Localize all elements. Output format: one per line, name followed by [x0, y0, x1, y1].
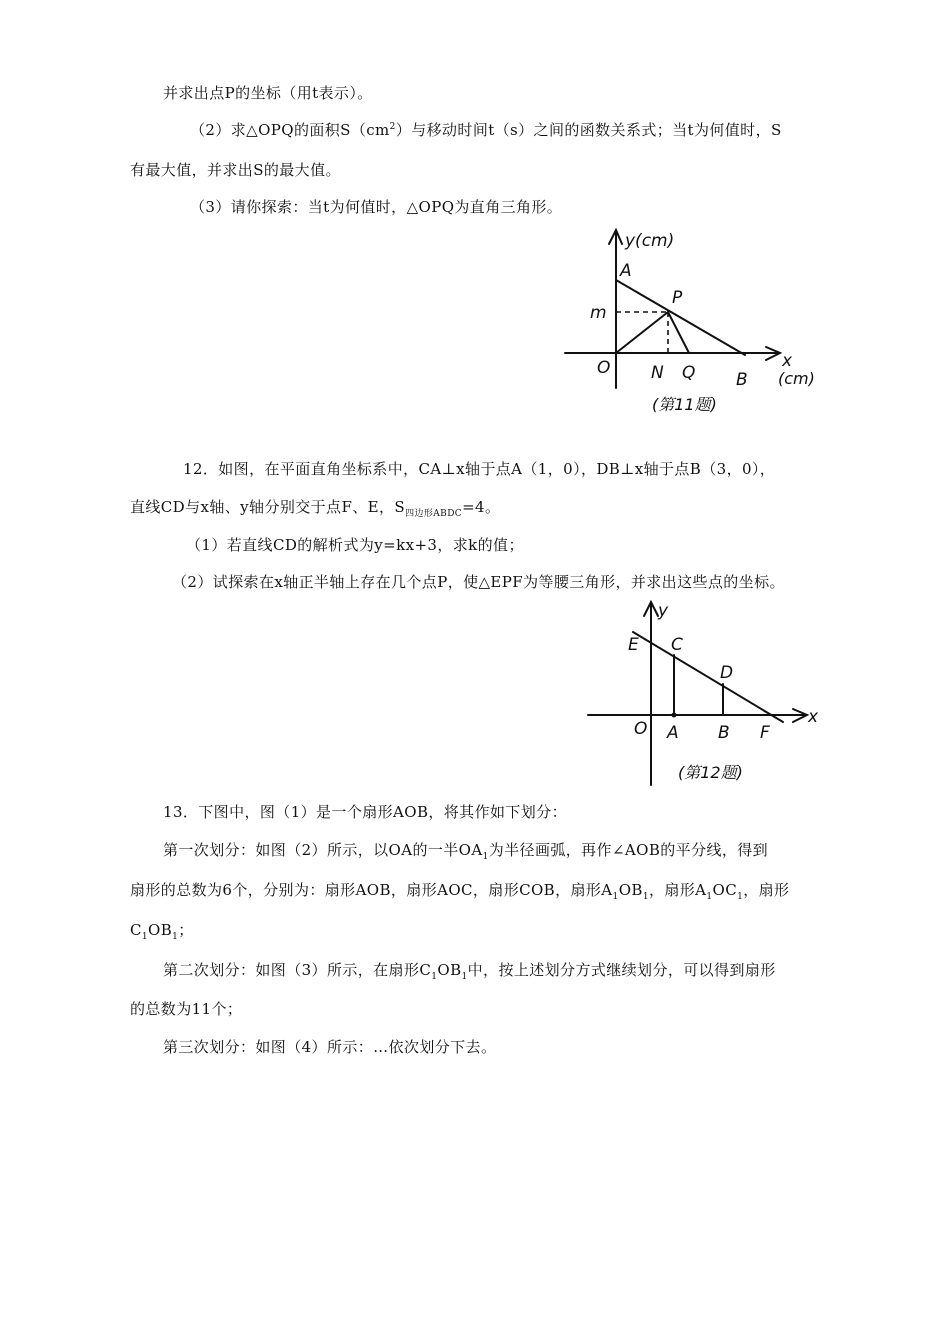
p11-q3: （3）请你探索：当t为何值时，△OPQ为直角三角形。: [190, 198, 563, 216]
fig12-label-e: E: [628, 635, 639, 655]
fig11-x-label: x: [782, 351, 793, 371]
p13-list-sub6: 1: [172, 932, 179, 942]
fig12-label-b: B: [718, 723, 730, 743]
p13-list-g: OB: [148, 921, 173, 939]
p13-list-sub5: 1: [141, 932, 149, 942]
p13-list-a: 扇形的总数为6个，分别为：扇形AOB，扇形AOC，扇形COB，扇形A: [130, 881, 613, 899]
p13-list-sub1: 1: [612, 892, 619, 902]
fig12-label-d: D: [720, 663, 734, 683]
fig12-label-f: F: [760, 723, 770, 743]
fig11-x-unit: (cm): [778, 369, 815, 388]
fig11-y-label: y(cm): [625, 231, 675, 251]
fig12-line-ef: [633, 632, 783, 722]
p13-second-c: 中，按上述划分方式继续划分，可以得到扇形: [467, 961, 776, 979]
fig11-label-p: P: [672, 288, 683, 308]
p13-second-a: 第二次划分：如图（3）所示，在扇形C: [163, 961, 432, 979]
p11-q2-sup: 2: [389, 122, 396, 132]
p11-q2-b: ）与移动时间t（s）之间的函数关系式；当t为何值时，S: [395, 121, 782, 139]
p11-q2-a: （2）求△OPQ的面积S（cm: [190, 121, 390, 139]
fig11-label-n: N: [651, 363, 664, 383]
p13-first-b: 为半径画弧，再作∠AOB的平分线，得到: [488, 841, 769, 859]
fig11-caption: (第11题): [652, 395, 717, 414]
fig12-y-label: y: [658, 601, 669, 621]
p13-first-a: 第一次划分：如图（2）所示，以OA的一半OA: [163, 841, 483, 859]
p13-sector-list: [130, 880, 789, 900]
p13-stem: 13．下图中，图（1）是一个扇形AOB，将其作如下划分：: [163, 803, 567, 821]
fig12-point-a: [672, 713, 677, 718]
p13-list-e: ，扇形: [743, 881, 790, 899]
p13-list-sub2: 1: [642, 892, 649, 902]
p13-list-sub4: 1: [737, 892, 744, 902]
fig11-label-b: B: [736, 370, 748, 390]
p13-list-sub3: 1: [706, 892, 713, 902]
p13-first-sub: 1: [482, 852, 489, 862]
p13-list-h: ；: [178, 921, 194, 939]
p13-second-div: [163, 960, 776, 980]
p13-third-div: 第三次划分：如图（4）所示：…依次划分下去。: [163, 1038, 497, 1056]
p13-list-d: OC: [712, 881, 738, 899]
p12-stem-a: 12．如图，在平面直角坐标系中，CA⊥x轴于点A（1，0），DB⊥x轴于点B（3，0），: [183, 460, 776, 478]
fig12-label-a: A: [667, 723, 679, 743]
p12-stem-b1: 直线CD与x轴、y轴分别交于点F、E，S: [130, 498, 406, 516]
fig11-label-q: Q: [682, 363, 696, 383]
p13-second-sub2: 1: [461, 972, 468, 982]
p13-list-b: OB: [618, 881, 643, 899]
p13-first-div: [163, 840, 768, 860]
fig11-label-m: m: [590, 303, 607, 323]
p12-stem-sub: 四边形ABDC: [405, 509, 463, 519]
p13-second-b: OB: [437, 961, 462, 979]
p13-second-sub1: 1: [431, 972, 438, 982]
p11-line1: 并求出点P的坐标（用t表示）。: [163, 84, 373, 102]
fig11-label-o: O: [597, 358, 611, 378]
p13-list-c: ，扇形A: [648, 881, 707, 899]
p12-stem-b2: =4。: [462, 498, 501, 516]
p13-list-f: C: [130, 921, 142, 939]
p12-q1: （1）若直线CD的解析式为y=kx+3，求k的值；: [186, 536, 524, 554]
p13-second-div-end: 的总数为11个；: [130, 1000, 243, 1018]
p12-q2: （2）试探索在x轴正半轴上存在几个点P，使△EPF为等腰三角形，并求出这些点的坐标。: [172, 573, 785, 591]
fig12-x-label: x: [808, 707, 819, 727]
fig12-label-o: O: [634, 719, 648, 739]
fig12-label-c: C: [671, 635, 683, 655]
fig12-caption: (第12题): [678, 763, 743, 782]
p13-sector-list-end: [130, 920, 194, 940]
p11-q2-cont: 有最大值，并求出S的最大值。: [130, 161, 341, 179]
fig11-label-a: A: [620, 261, 632, 281]
